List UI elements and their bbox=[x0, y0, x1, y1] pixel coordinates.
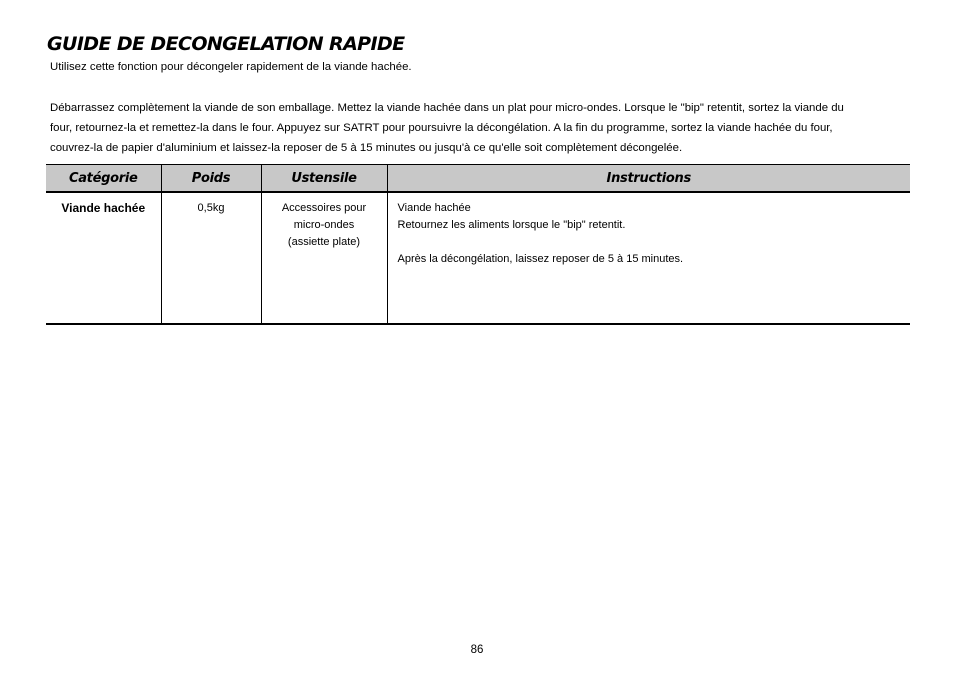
defrost-guide-table bbox=[46, 164, 910, 325]
instruction-line: Après la décongélation, laissez reposer de 5 à 15 minutes. bbox=[397, 253, 684, 265]
column-header-category: Catégorie bbox=[46, 165, 161, 193]
column-header-instructions: Instructions bbox=[387, 165, 910, 193]
paragraph-line: couvrez-la de papier d'aluminium et laissez-la reposer de 5 à 15 minutes ou jusqu'à ce qu'elle soit complètement décongelée. bbox=[50, 142, 683, 154]
instructions-paragraph bbox=[50, 98, 910, 158]
cell-category: Viande hachée bbox=[46, 192, 161, 324]
utensil-line: micro-ondes bbox=[293, 219, 355, 231]
page-number: 86 bbox=[470, 644, 484, 656]
intro-text: Utilisez cette fonction pour décongeler rapidement de la viande hachée. bbox=[50, 61, 412, 73]
table-body bbox=[46, 192, 910, 324]
page-title: GUIDE DE DECONGELATION RAPIDE bbox=[47, 33, 405, 55]
table-header bbox=[46, 165, 910, 193]
column-header-utensil: Ustensile bbox=[261, 165, 387, 193]
utensil-line: (assiette plate) bbox=[287, 236, 361, 248]
instruction-spacer bbox=[398, 234, 910, 251]
cell-weight: 0,5kg bbox=[161, 192, 261, 324]
instruction-line: Viande hachée bbox=[397, 202, 471, 214]
utensil-line: Accessoires pour bbox=[281, 202, 367, 214]
column-header-weight: Poids bbox=[161, 165, 261, 193]
instruction-line: Retournez les aliments lorsque le "bip" retentit. bbox=[397, 219, 626, 231]
cell-utensil bbox=[261, 192, 387, 324]
table-header-row bbox=[46, 165, 910, 193]
paragraph-line: four, retournez-la et remettez-la dans le four. Appuyez sur SATRT pour poursuivre la décongélation. A la fin du programme, sortez la viande hachée du four, bbox=[50, 122, 833, 134]
table-row bbox=[46, 192, 910, 324]
cell-instructions bbox=[387, 192, 910, 324]
table bbox=[46, 164, 910, 325]
paragraph-line: Débarrassez complètement la viande de son emballage. Mettez la viande hachée dans un plat pour micro-ondes. Lorsque le "bip" retentit, sortez la viande du bbox=[50, 102, 844, 114]
